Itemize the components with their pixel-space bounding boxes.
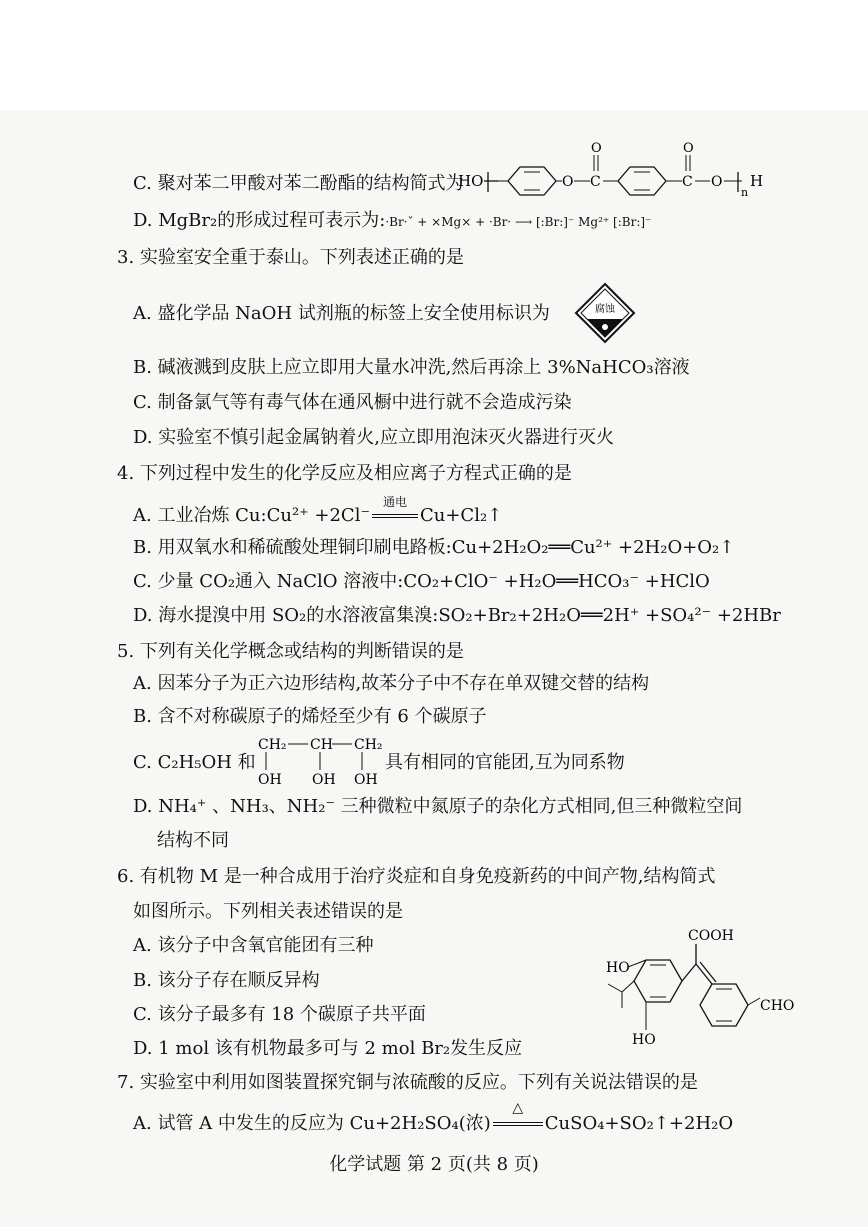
poly-o3: O	[683, 141, 694, 156]
mol-ho-top: HO	[606, 960, 630, 976]
poly-ho: HO	[458, 172, 484, 190]
poly-c2: C	[682, 174, 693, 190]
q4-a-right: Cu+Cl₂↑	[419, 505, 503, 526]
q3-option-d: D. 实验室不慎引起金属钠着火,应立即用泡沫灭火器进行灭火	[133, 427, 614, 448]
q6-option-b: B. 该分子存在顺反异构	[133, 970, 320, 991]
q7-a-left: A. 试管 A 中发生的反应为 Cu+2H₂SO₄(浓)	[133, 1113, 491, 1134]
glycerol-structure	[256, 734, 386, 790]
top-blank	[0, 0, 868, 110]
mol-cho: CHO	[760, 998, 795, 1014]
q3-option-b: B. 碱液溅到皮肤上应立即用大量水冲洗,然后再涂上 3%NaHCO₃溶液	[133, 357, 690, 378]
poly-h: H	[750, 172, 764, 190]
q4-option-d: D. 海水提溴中用 SO₂的水溶液富集溴:SO₂+Br₂+2H₂O══2H⁺ +SO₄²⁻ +2HBr	[133, 605, 781, 626]
sign-label: 腐蚀	[595, 304, 615, 315]
poly-c1: C	[590, 174, 601, 190]
q5-option-c-left: C. C₂H₅OH 和	[133, 752, 256, 773]
q6-option-c: C. 该分子最多有 18 个碳原子共平面	[133, 1004, 426, 1025]
q2-option-c	[133, 172, 464, 196]
q2-d-text: D. MgBr₂的形成过程可表示为:	[133, 210, 386, 231]
q6-stem-line2: 如图所示。下列相关表述错误的是	[133, 901, 403, 922]
q5-option-d-line2: 结构不同	[157, 830, 229, 851]
q2-option-d	[133, 209, 651, 234]
glycerol-oh-2: OH	[312, 772, 336, 788]
q5-option-b: B. 含不对称碳原子的烯烃至少有 6 个碳原子	[133, 706, 487, 727]
q6-option-a: A. 该分子中含氧官能团有三种	[133, 935, 374, 956]
right-ring	[700, 984, 748, 1026]
corrosive-sign-icon	[574, 282, 636, 344]
left-ring	[634, 960, 682, 1002]
q5-option-c-right: 具有相同的官能团,互为同系物	[385, 752, 625, 773]
q6-option-d: D. 1 mol 该有机物最多可与 2 mol Br₂发生反应	[133, 1038, 523, 1059]
heating-label: △	[512, 1100, 524, 1116]
q3-option-a: A. 盛化学品 NaOH 试剂瓶的标签上安全使用标识为	[133, 303, 550, 324]
poly-n: n	[741, 186, 749, 199]
q7-option-a	[133, 1100, 734, 1136]
q4-option-c: C. 少量 CO₂通入 NaClO 溶液中:CO₂+ClO⁻ +H₂O══HCO₃⁻ +HClO	[133, 571, 710, 592]
q6-stem-line1: 6. 有机物 M 是一种合成用于治疗炎症和自身免疫新药的中间产物,结构简式	[117, 866, 716, 887]
glycerol-ch2-b: CH₂	[354, 737, 383, 753]
mgbr2-formation: ·Br·ˇ + ×Mg× + ·Br· ⟶ [:Br:]⁻ Mg²⁺ [:Br:]⁻	[385, 215, 652, 229]
q7-stem: 7. 实验室中利用如图装置探究铜与浓硫酸的反应。下列有关说法错误的是	[117, 1072, 698, 1093]
mol-ho-bottom: HO	[632, 1032, 656, 1048]
mol-cooh: COOH	[688, 928, 734, 944]
heating-arrow	[491, 1100, 545, 1136]
electrolysis-label: 通电	[382, 495, 407, 509]
page-footer: 化学试题 第 2 页(共 8 页)	[329, 1154, 539, 1175]
q5-option-a: A. 因苯分子为正六边形结构,故苯分子中不存在单双键交替的结构	[133, 673, 650, 694]
q5-option-d-line1: D. NH₄⁺ 、NH₃、NH₂⁻ 三种微粒中氮原子的杂化方式相同,但三种微粒空间	[133, 796, 743, 817]
glycerol-oh-3: OH	[354, 772, 378, 788]
glycerol-ch2-a: CH₂	[258, 737, 287, 753]
q4-option-b: B. 用双氧水和稀硫酸处理铜印刷电路板:Cu+2H₂O₂══Cu²⁺ +2H₂O+O₂↑	[133, 537, 735, 558]
glycerol-ch: CH	[310, 737, 333, 753]
benzene-ring-2	[618, 167, 666, 195]
q4-stem: 4. 下列过程中发生的化学反应及相应离子方程式正确的是	[117, 463, 572, 484]
q4-a-left: A. 工业冶炼 Cu:Cu²⁺ +2Cl⁻	[133, 505, 370, 526]
poly-o4: O	[711, 174, 723, 190]
electrolysis-arrow	[370, 495, 420, 528]
q3-stem: 3. 实验室安全重于泰山。下列表述正确的是	[117, 247, 464, 268]
q3-option-c: C. 制备氯气等有毒气体在通风橱中进行就不会造成污染	[133, 392, 572, 413]
poly-o1: O	[562, 174, 574, 190]
molecule-m-structure	[600, 922, 795, 1052]
q2-c-text: C. 聚对苯二甲酸对苯二酚酯的结构简式为	[133, 173, 464, 194]
q4-option-a	[133, 495, 503, 528]
poly-o2: O	[591, 141, 602, 156]
q5-stem: 5. 下列有关化学概念或结构的判断错误的是	[117, 641, 464, 662]
q7-a-right: CuSO₄+SO₂↑+2H₂O	[544, 1113, 734, 1134]
polyester-structure	[458, 138, 778, 202]
glycerol-oh-1: OH	[258, 772, 282, 788]
benzene-ring-1	[508, 167, 556, 195]
